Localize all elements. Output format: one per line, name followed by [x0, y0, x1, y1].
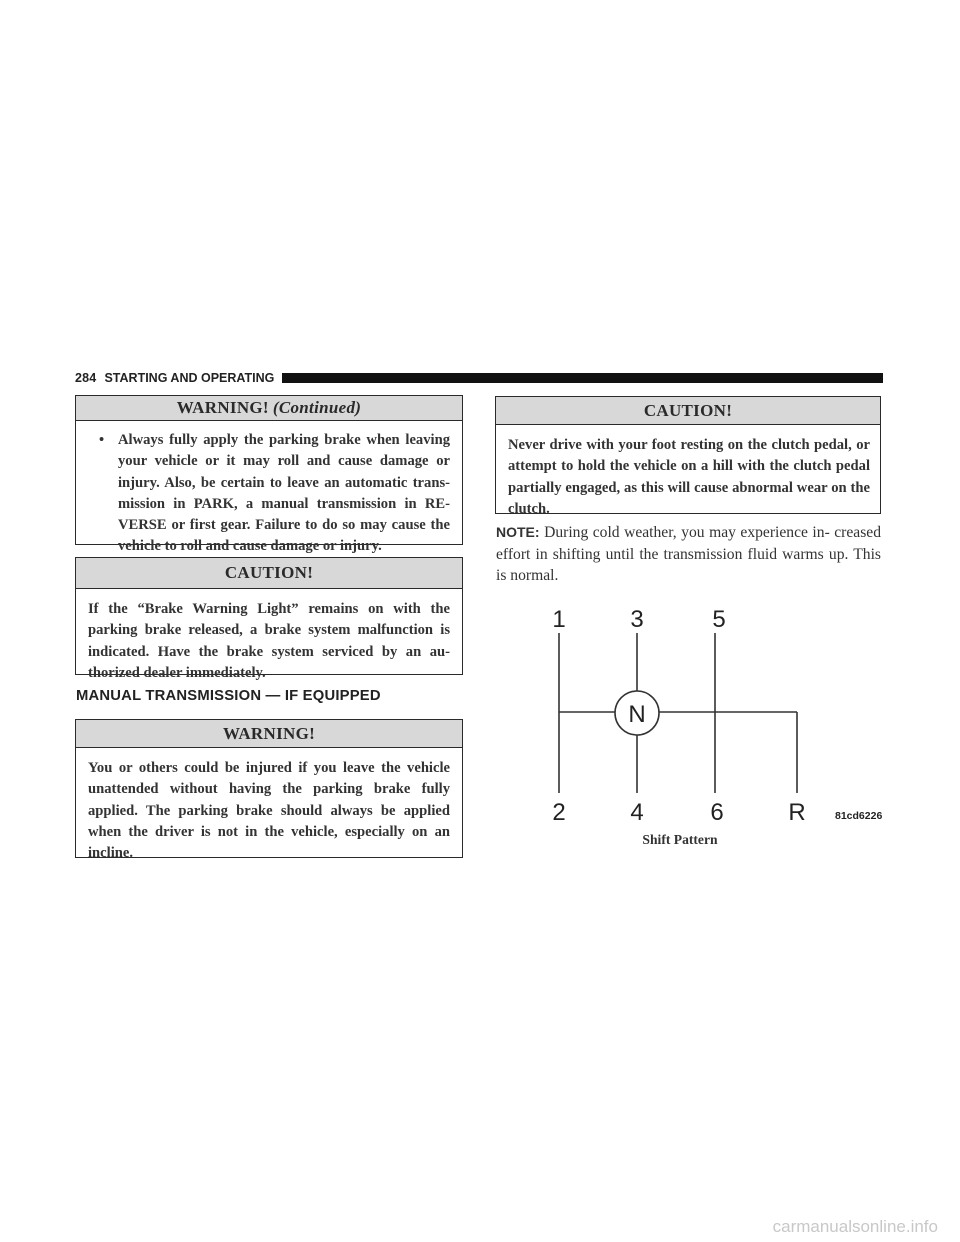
- gear-label-1: 1: [552, 606, 566, 633]
- warning-continued-body: [76, 421, 462, 558]
- caution-clutch-text: Never drive with your foot resting on the clutch pedal, or attempt to hold the vehicle on a hill with the clutch pedal partially engaged, as this will cause abnormal wear on the clutch.: [508, 437, 870, 517]
- gear-label-3: 3: [630, 606, 644, 633]
- gear-label-4: 4: [630, 799, 644, 826]
- warning-manual-box: [75, 719, 463, 862]
- watermark: carmanualsonline.info: [772, 1217, 938, 1236]
- warning-continued-title: WARNING!: [176, 398, 269, 417]
- note-paragraph: [496, 522, 881, 587]
- figure-caption: Shift Pattern: [642, 832, 718, 847]
- caution-brake-box: [75, 557, 463, 681]
- caution-clutch-title: CAUTION!: [496, 397, 880, 425]
- figure-code: 81cd6226: [835, 810, 883, 822]
- warning-manual-text: You or others could be injured if you leave the vehicle unattended without having the parking brake fully applied. The parking brake should always be applied when the driver is not in the vehicle, especially on an incline.: [88, 760, 450, 862]
- gear-label-6: 6: [710, 799, 724, 826]
- warning-manual-title: WARNING!: [76, 720, 462, 748]
- gear-label-5: 5: [712, 606, 726, 633]
- warning-continued-text: Always fully apply the parking brake when leaving your vehicle or it may roll and cause damage or injury. Also, be certain to leave an automatic trans- mission in PARK, a manual transmission in RE- VERSE or first gear. Failure to do so may cause the vehicle to roll and cause damage or injury.: [118, 432, 450, 555]
- gear-label-r: R: [788, 799, 806, 826]
- neutral-label: N: [628, 701, 646, 728]
- caution-brake-text: If the “Brake Warning Light” remains on with the parking brake released, a brake system malfunction is indicated. Have the brake system serviced by an au- thorized dealer immediately.: [88, 601, 450, 681]
- gear-label-2: 2: [552, 799, 566, 826]
- page-header: [75, 370, 883, 386]
- bullet-icon: •: [99, 432, 105, 448]
- note-text: During cold weather, you may experience in- creased effort in shifting until the transmission fluid warms up. This is normal.: [496, 524, 881, 585]
- header-rule: [282, 373, 883, 383]
- warning-continued-box: [75, 395, 463, 555]
- shift-pattern-diagram: [540, 600, 890, 830]
- manual-transmission-heading: MANUAL TRANSMISSION — IF EQUIPPED: [76, 688, 381, 704]
- page-number: 284: [75, 371, 97, 385]
- section-title: STARTING AND OPERATING: [104, 371, 275, 385]
- caution-brake-title: CAUTION!: [76, 558, 462, 589]
- warning-continued-heading: [76, 396, 462, 421]
- warning-continued-suffix: (Continued): [272, 398, 362, 417]
- caution-clutch-box: [495, 396, 881, 517]
- note-label: NOTE:: [496, 524, 540, 540]
